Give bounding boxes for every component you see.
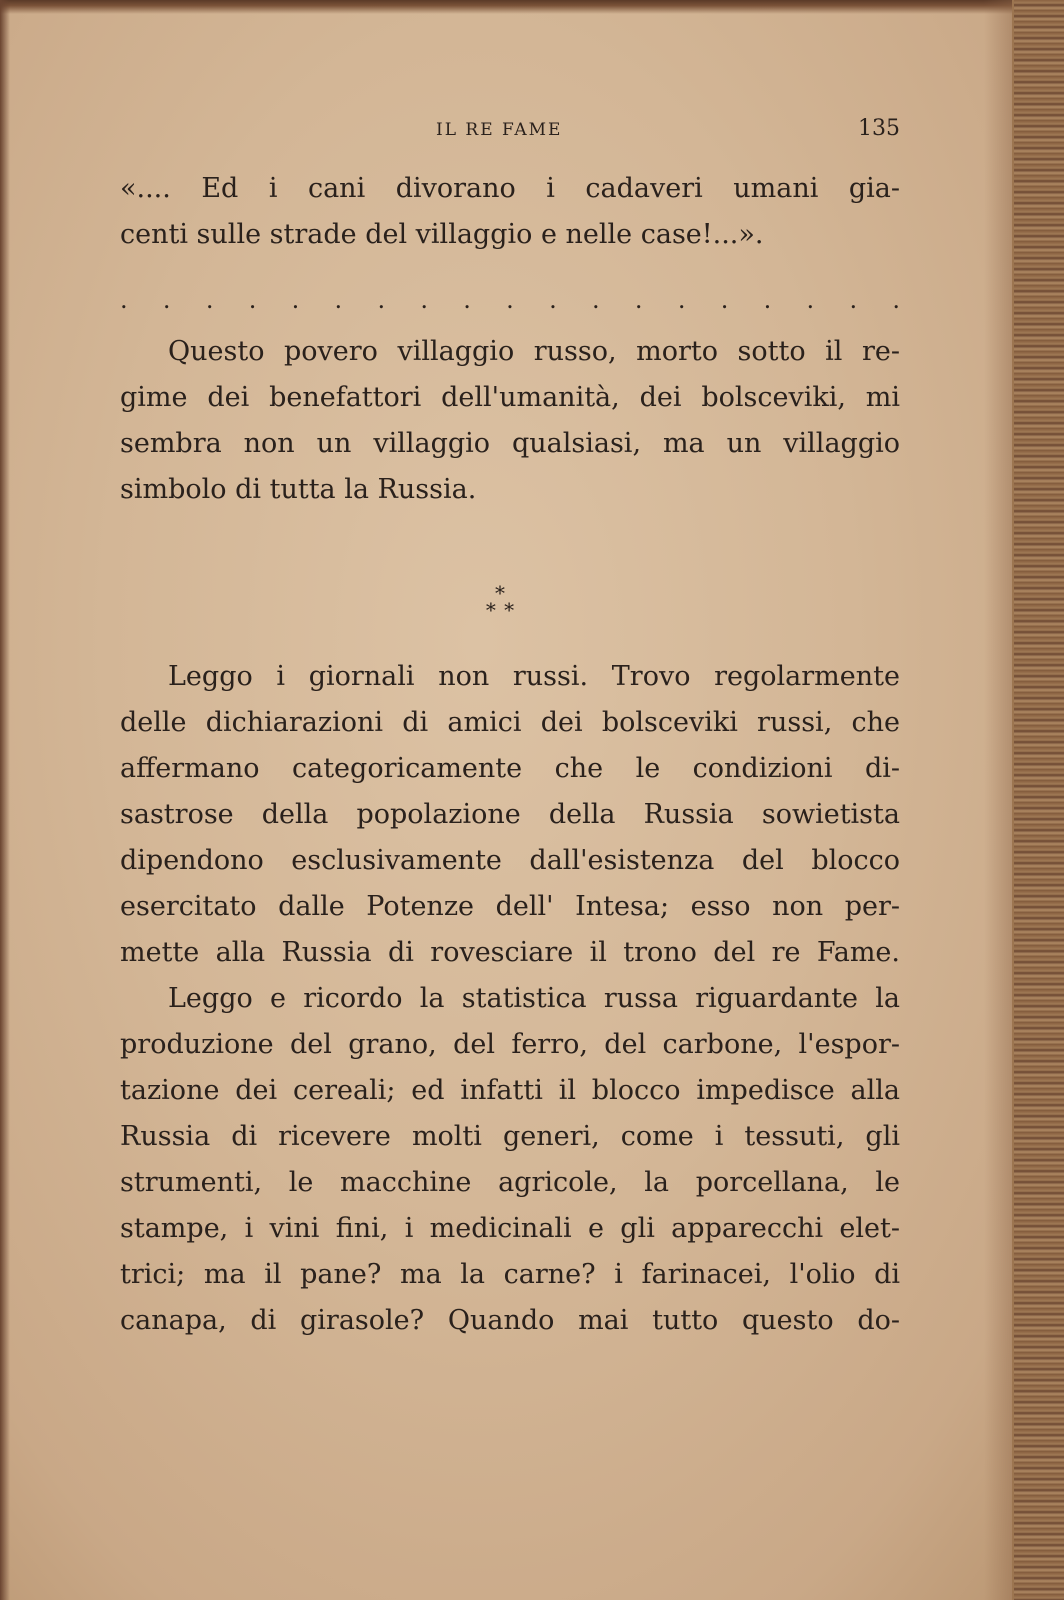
text-line: delle dichiarazioni di amici dei bolsceviki russi, che	[120, 707, 900, 738]
text-line: gime dei benefattori dell'umanità, dei bolsceviki, mi	[120, 382, 900, 413]
running-title: IL RE FAME	[436, 120, 563, 140]
text-line: canapa, di girasole? Quando mai tutto questo do-	[120, 1305, 900, 1336]
asterism-top: *	[495, 581, 505, 605]
text-line: affermano categoricamente che le condizioni di-	[120, 753, 900, 784]
text-line: dipendono esclusivamente dall'esistenza del blocco	[120, 845, 900, 876]
page-number: 135	[858, 116, 900, 141]
text-line: tazione dei cereali; ed infatti il blocco impedisce alla	[120, 1075, 900, 1106]
ellipsis-separator: . . . . . . . . . . . . . . . . . . .	[120, 286, 900, 314]
text-line: Questo povero villaggio russo, morto sotto il re-	[168, 336, 900, 367]
text-line: sembra non un villaggio qualsiasi, ma un villaggio	[120, 428, 900, 459]
text-line: produzione del grano, del ferro, del carbone, l'espor-	[120, 1029, 900, 1060]
page-gutter-shadow	[0, 0, 10, 1600]
text-line: strumenti, le macchine agricole, la porcellana, le	[120, 1167, 900, 1198]
text-line: stampe, i vini fini, i medicinali e gli apparecchi elet-	[120, 1213, 900, 1244]
asterism-bottom: * *	[485, 598, 515, 622]
text-line: mette alla Russia di rovesciare il trono del re Fame.	[120, 937, 900, 968]
text-line: centi sulle strade del villaggio e nelle case!...».	[120, 219, 764, 250]
text-line: trici; ma il pane? ma la carne? i farinacei, l'olio di	[120, 1259, 900, 1290]
text-line: «.... Ed i cani divorano i cadaveri umani gia-	[120, 173, 900, 204]
text-line: Russia di ricevere molti generi, come i tessuti, gli	[120, 1121, 900, 1152]
text-line: Leggo e ricordo la statistica russa riguardante la	[168, 983, 900, 1014]
asterism-section-break	[470, 581, 530, 635]
text-line: simbolo di tutta la Russia.	[120, 474, 477, 505]
running-header	[120, 116, 900, 146]
text-line: sastrose della popolazione della Russia sowietista	[120, 799, 900, 830]
page-top-shadow	[0, 0, 1064, 14]
page-stack-edges	[1012, 0, 1064, 1600]
page-edge-shade	[984, 0, 1014, 1600]
text-line: Leggo i giornali non russi. Trovo regolarmente	[168, 661, 900, 692]
text-line: esercitato dalle Potenze dell' Intesa; esso non per-	[120, 891, 900, 922]
